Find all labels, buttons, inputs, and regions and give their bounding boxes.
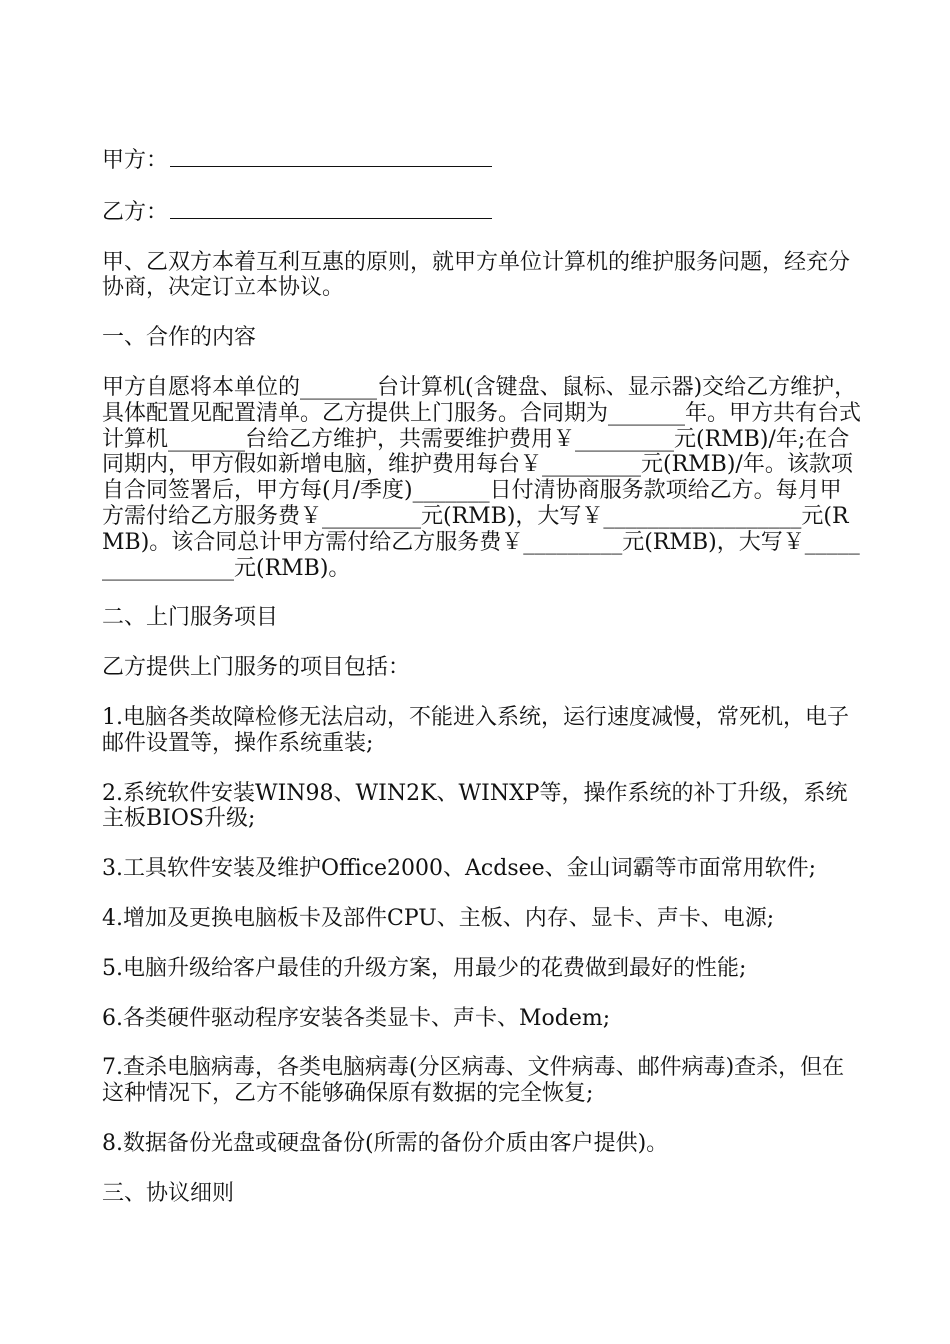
party-a-line [102, 146, 862, 174]
party-b-line [102, 198, 862, 226]
section-2-lead: 乙方提供上门服务的项目包括： [102, 655, 411, 681]
party-b-label: 乙方： [102, 199, 169, 225]
party-b-blank [170, 198, 492, 219]
section-3-heading: 三、协议细则 [102, 1180, 235, 1206]
service-item-6: 6.各类硬件驱动程序安装各类显卡、声卡、Modem; [102, 1005, 611, 1031]
intro-paragraph: 甲、乙双方本着互利互惠的原则，就甲方单位计算机的维护服务问题，经充分协商，决定订立本协议。 [102, 249, 851, 301]
service-item-1: 1.电脑各类故障检修无法启动，不能进入系统，运行速度减慢，常死机，电子邮件设置等，操作系统重装; [102, 704, 849, 756]
section-2-heading: 二、上门服务项目 [102, 605, 279, 631]
section-1-body: 甲方自愿将本单位的_______台计算机(含键盘、鼠标、显示器)交给乙方维护，具体配置见配置清单。乙方提供上门服务。合同期为_______年。甲方共有台式计算机_______台给乙方维护，共需要维护费用￥_________元(RMB)/年;在合同期内，甲方假如新增电脑，维护费用每台￥_________元(RMB)/年。该款项自合同签署后，甲方每(月/季度)_______日付清协商服务款项给乙方。每月甲方需付给乙方服务费￥_________元(RMB)，大写￥__________________元(RMB)。该合同总计甲方需付给乙方服务费￥_________元(RMB)，大写￥_________________元(RMB)。 [102, 374, 862, 581]
party-a-label: 甲方： [102, 148, 169, 173]
service-item-3: 3.工具软件安装及维护Office2000、Acdsee、金山词霸等市面常用软件; [102, 856, 817, 882]
party-a-blank [170, 146, 492, 167]
service-item-2: 2.系统软件安装WIN98、WIN2K、WINXP等，操作系统的补丁升级，系统主板BIOS升级; [102, 780, 848, 832]
service-item-4: 4.增加及更换电脑板卡及部件CPU、主板、内存、显卡、声卡、电源; [102, 905, 775, 931]
service-item-7: 7.查杀电脑病毒，各类电脑病毒(分区病毒、文件病毒、邮件病毒)查杀，但在这种情况下，乙方不能够确保原有数据的完全恢复; [102, 1055, 845, 1107]
service-item-5: 5.电脑升级给客户最佳的升级方案，用最少的花费做到最好的性能; [102, 955, 747, 981]
document-page [102, 146, 862, 1231]
section-1-heading: 一、合作的内容 [102, 325, 257, 351]
service-item-8: 8.数据备份光盘或硬盘备份(所需的备份介质由客户提供)。 [102, 1130, 669, 1156]
